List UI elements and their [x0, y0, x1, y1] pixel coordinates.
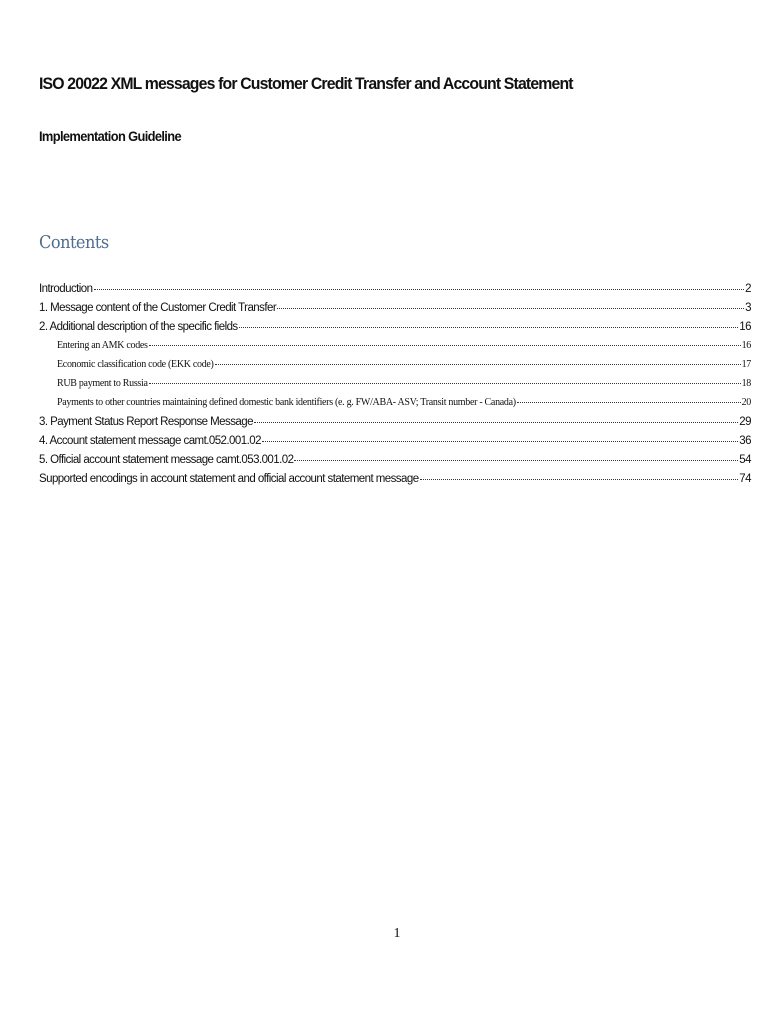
toc-entry-account-statement[interactable]	[39, 435, 751, 454]
toc-entry-page: 36	[739, 435, 751, 447]
toc-entry-page: 16	[739, 321, 751, 333]
contents-heading: Contents	[39, 232, 109, 253]
toc-dot-leader	[277, 308, 744, 309]
toc-entry-additional-description[interactable]	[39, 321, 751, 340]
toc-entry-page: 20	[741, 397, 751, 408]
toc-entry-label: 2. Additional description of the specific fields	[39, 321, 238, 333]
toc-entry-label: 4. Account statement message camt.052.001.02	[39, 435, 261, 447]
toc-dot-leader	[262, 441, 738, 442]
table-of-contents	[39, 283, 751, 492]
document-subtitle: Implementation Guideline	[39, 128, 181, 144]
toc-entry-label: Payments to other countries maintaining defined domestic bank identifiers (e. g. FW/ABA- ASV; Transit number - Canada)	[57, 397, 516, 408]
toc-entry-official-account-statement[interactable]	[39, 454, 751, 473]
toc-entry-rub-payment[interactable]	[39, 378, 751, 397]
toc-entry-page: 3	[745, 302, 751, 314]
toc-entry-label: 1. Message content of the Customer Credit Transfer	[39, 302, 277, 314]
toc-entry-ekk-code[interactable]	[39, 359, 751, 378]
toc-entry-page: 2	[745, 283, 751, 295]
toc-entry-label: 3. Payment Status Report Response Message	[39, 416, 253, 428]
toc-dot-leader	[149, 383, 741, 384]
toc-entry-page: 29	[739, 416, 751, 428]
toc-entry-page: 16	[741, 340, 751, 351]
toc-entry-message-content[interactable]	[39, 302, 751, 321]
toc-entry-page: 54	[739, 454, 751, 466]
toc-entry-label: Supported encodings in account statement and official account statement message	[39, 473, 419, 485]
toc-dot-leader	[294, 460, 738, 461]
toc-entry-label: Entering an AMK codes	[57, 340, 148, 351]
toc-dot-leader	[420, 479, 739, 480]
page-number: 1	[393, 926, 401, 941]
toc-entry-payment-status[interactable]	[39, 416, 751, 435]
toc-dot-leader	[517, 402, 741, 403]
toc-dot-leader	[149, 345, 741, 346]
toc-entry-introduction[interactable]	[39, 283, 751, 302]
toc-entry-label: Economic classification code (EKK code)	[57, 359, 214, 370]
toc-dot-leader	[239, 327, 739, 328]
toc-dot-leader	[94, 289, 745, 290]
toc-dot-leader	[215, 364, 741, 365]
toc-entry-label: RUB payment to Russia	[57, 378, 148, 389]
toc-entry-amk-codes[interactable]	[39, 340, 751, 359]
toc-dot-leader	[254, 422, 738, 423]
toc-entry-label: 5. Official account statement message camt.053.001.02	[39, 454, 294, 466]
toc-entry-page: 74	[739, 473, 751, 485]
toc-entry-supported-encodings[interactable]	[39, 473, 751, 492]
document-title: ISO 20022 XML messages for Customer Credit Transfer and Account Statement	[39, 74, 573, 93]
toc-entry-label: Introduction	[39, 283, 93, 295]
toc-entry-page: 18	[741, 378, 751, 389]
toc-entry-other-countries[interactable]	[39, 397, 751, 416]
toc-entry-page: 17	[741, 359, 751, 370]
